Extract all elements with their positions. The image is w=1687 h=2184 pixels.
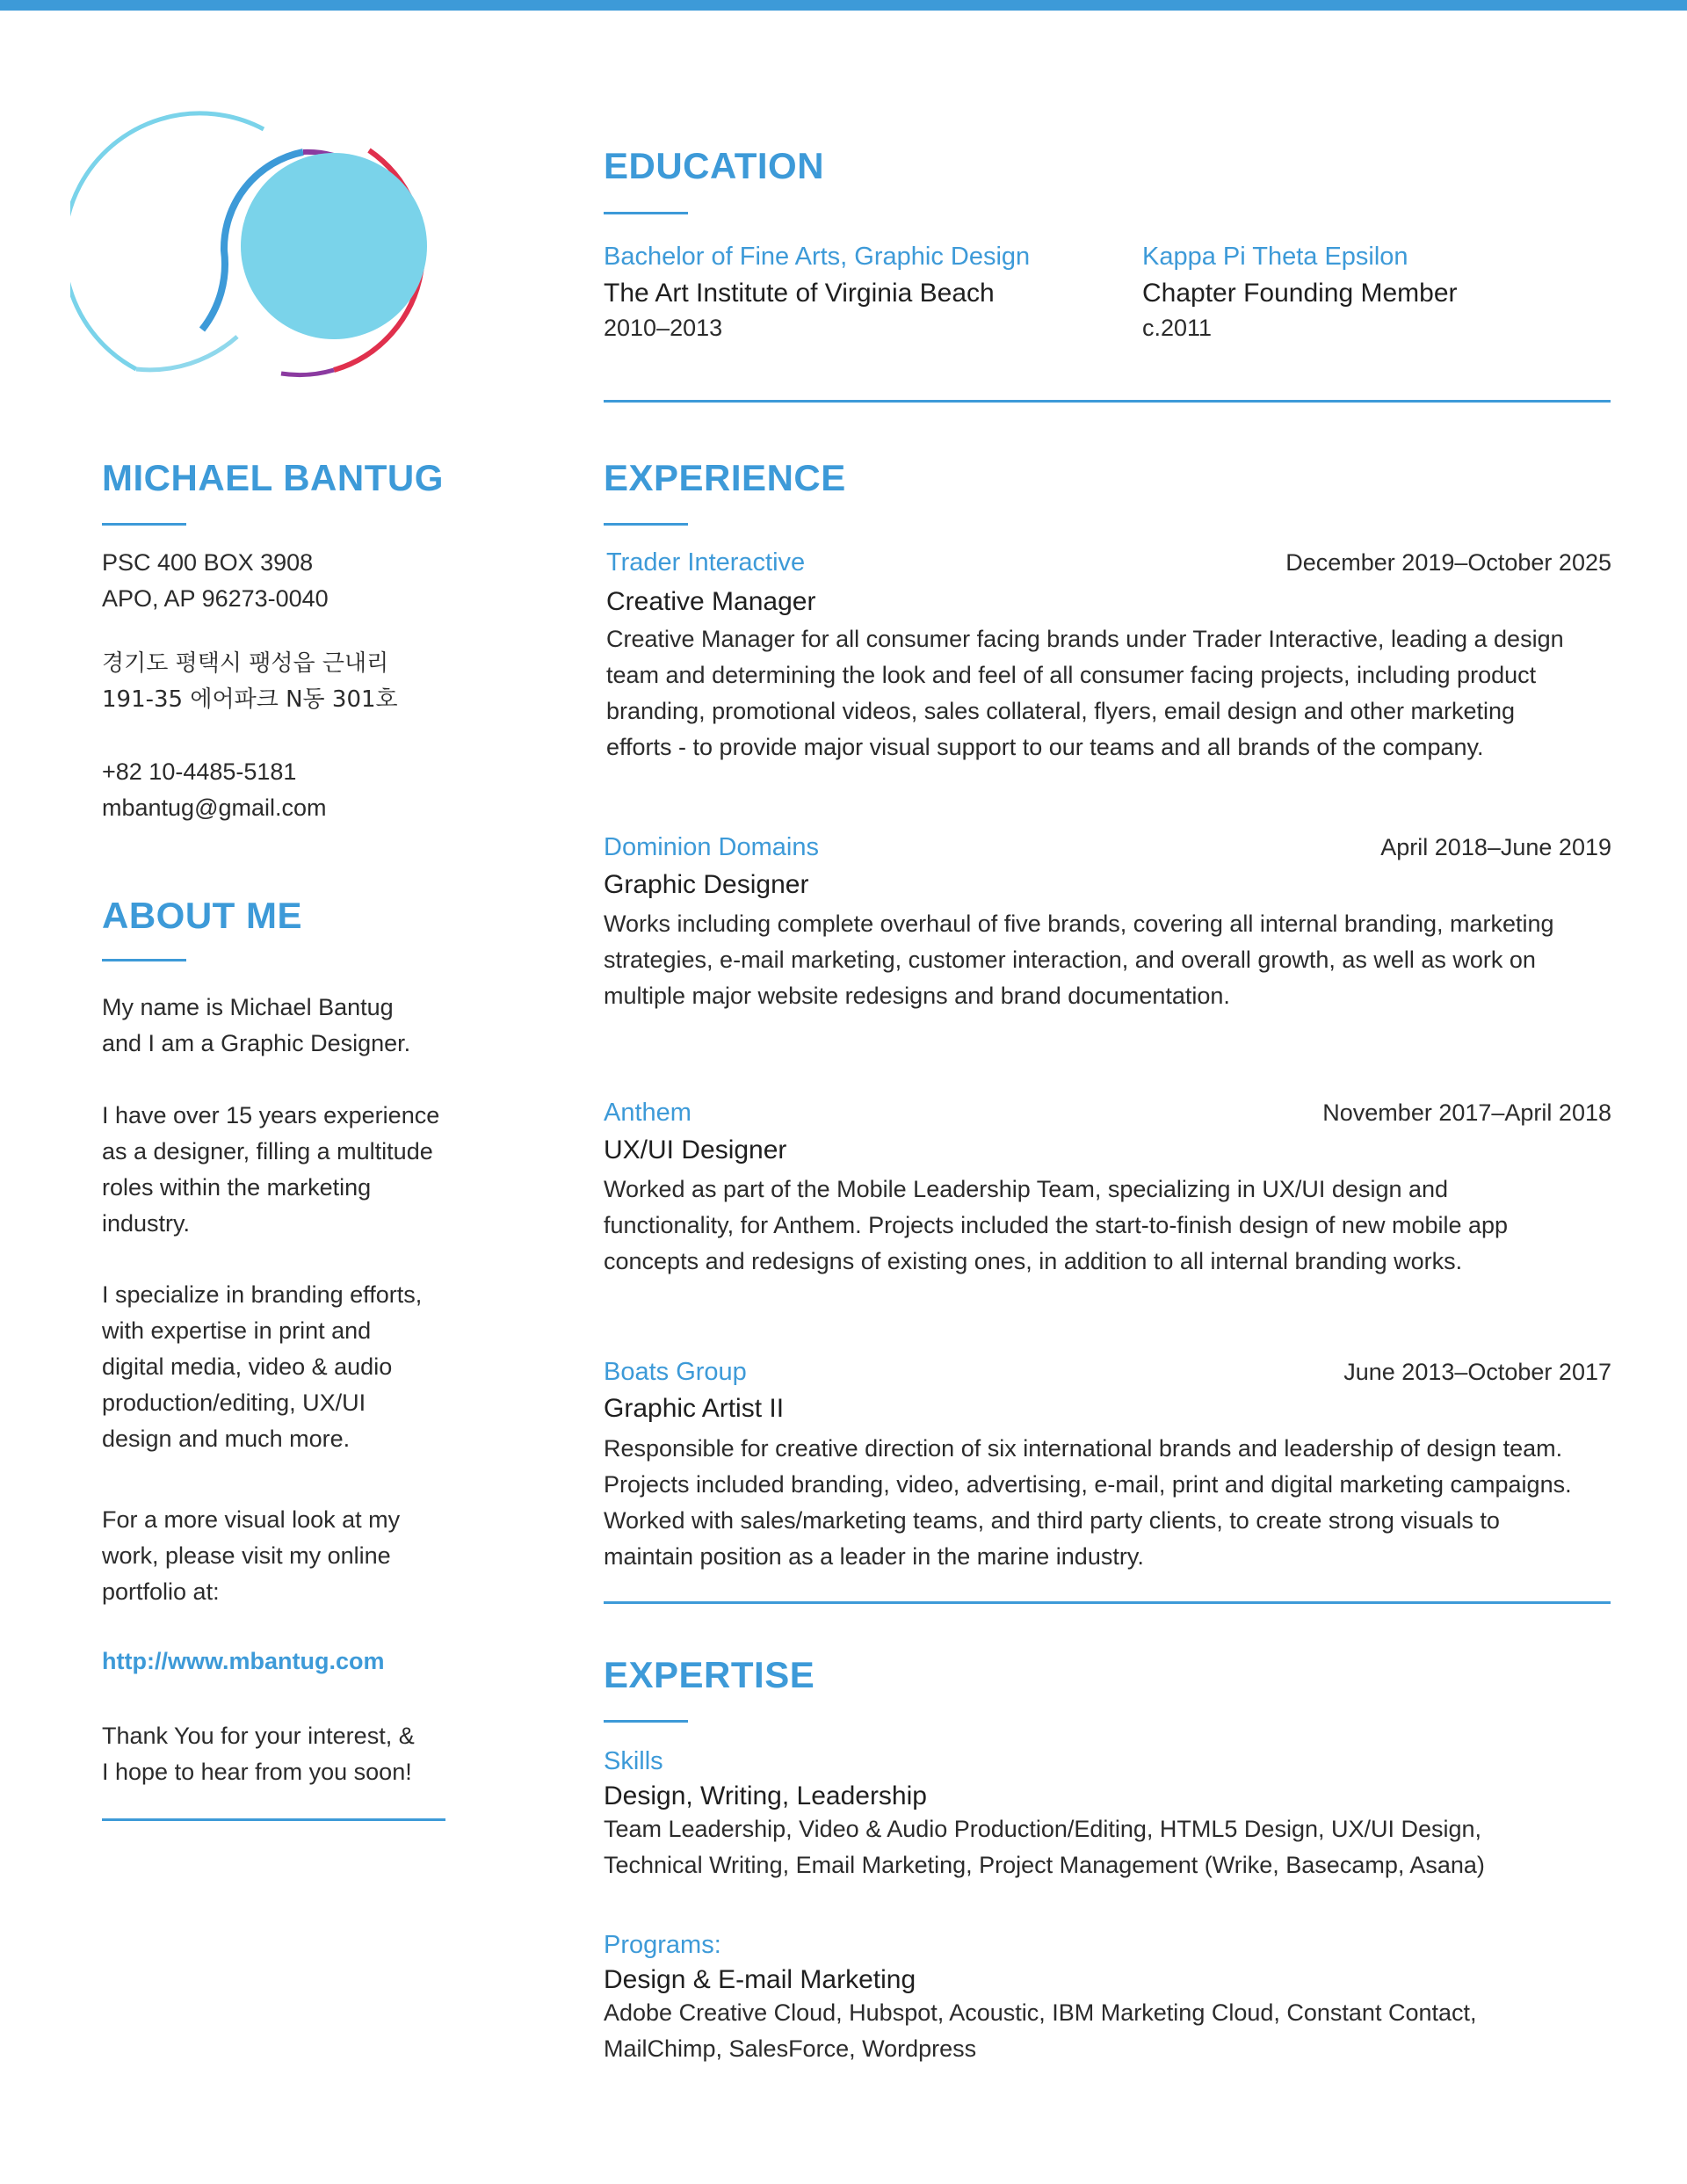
about-portfolio-line: portfolio at: <box>102 1578 220 1605</box>
job-description-line: strategies, e-mail marketing, customer interaction, and overall growth, as well as work on <box>604 947 1536 973</box>
about-portfolio <box>102 1502 400 1610</box>
about-heading: ABOUT ME <box>102 895 302 936</box>
logo-left-ring-tail <box>136 337 237 370</box>
job-description <box>604 1431 1572 1575</box>
job-dates: November 2017–April 2018 <box>1322 1099 1611 1126</box>
overlapping-circles-logo <box>70 110 474 382</box>
job-dates: December 2019–October 2025 <box>1285 549 1611 576</box>
about-specialize <box>102 1277 422 1457</box>
about-experience-line: industry. <box>102 1210 191 1237</box>
programs-line: MailChimp, SalesForce, Wordpress <box>604 2035 977 2062</box>
about-thanks-line: Thank You for your interest, & <box>102 1723 415 1749</box>
job-description-line: maintain position as a leader in the marine industry. <box>604 1543 1144 1570</box>
job-description-line: Responsible for creative direction of six international brands and leadership of design team. <box>604 1435 1563 1462</box>
education-dates: 2010–2013 <box>604 315 723 341</box>
skills-line: Team Leadership, Video & Audio Production/Editing, HTML5 Design, UX/UI Design, <box>604 1816 1482 1842</box>
about-specialize-line: with expertise in print and <box>102 1317 372 1344</box>
education-divider <box>604 400 1611 403</box>
job-company: Trader Interactive <box>606 548 806 577</box>
about-portfolio-line: work, please visit my online <box>102 1542 391 1569</box>
job-description-line: branding, promotional videos, sales collateral, flyers, email design and other marketing <box>606 698 1516 724</box>
job-dates: June 2013–October 2017 <box>1343 1359 1611 1385</box>
logo-filled-circle <box>241 153 427 339</box>
education-heading: EDUCATION <box>604 145 825 186</box>
job-description-line: team and determining the look and feel of all consumer facing projects, including product <box>606 662 1537 688</box>
job-role: Graphic Designer <box>604 870 809 899</box>
about-specialize-line: I specialize in branding efforts, <box>102 1281 423 1308</box>
skills-block <box>604 1747 1485 1883</box>
job-role: Creative Manager <box>606 587 816 616</box>
about-experience-line: roles within the marketing <box>102 1174 372 1201</box>
skills-line: Technical Writing, Email Marketing, Project Management (Wrike, Basecamp, Asana) <box>604 1852 1485 1878</box>
job-description-line: efforts - to provide major visual support to our teams and all brands of the company. <box>606 734 1484 760</box>
portfolio-link[interactable]: http://www.mbantug.com <box>102 1648 385 1674</box>
job-description-line: Creative Manager for all consumer facing brands under Trader Interactive, leading a design <box>606 626 1564 652</box>
education-honor-date: c.2011 <box>1142 315 1213 341</box>
name-accent-line <box>102 523 186 526</box>
programs-line: Adobe Creative Cloud, Hubspot, Acoustic, IBM Marketing Cloud, Constant Contact, <box>604 1999 1477 2026</box>
about-thanks-line: I hope to hear from you soon! <box>102 1759 412 1785</box>
skills-list <box>604 1811 1485 1883</box>
expertise-accent-line <box>604 1720 688 1723</box>
about-intro-line: and I am a Graphic Designer. <box>102 1030 411 1056</box>
job-description-line: multiple major website redesigns and brand documentation. <box>604 983 1230 1009</box>
programs-title: Design & E-mail Marketing <box>604 1965 916 1994</box>
korean-address <box>102 646 398 718</box>
about-specialize-line: digital media, video & audio <box>102 1353 393 1380</box>
contact-address <box>102 545 329 617</box>
job-description <box>604 1172 1508 1280</box>
logo-right-ring-tail <box>281 370 334 375</box>
korean-address-line-2: 191-35 에어파크 N동 301호 <box>102 686 398 713</box>
about-specialize-line: production/editing, UX/UI <box>102 1389 366 1416</box>
about-accent-line <box>102 959 186 961</box>
education-school: The Art Institute of Virginia Beach <box>604 279 995 308</box>
korean-address-line-1: 경기도 평택시 팽성읍 근내리 <box>102 650 389 677</box>
job-description-line: Projects included branding, video, advertising, e-mail, print and digital marketing campaigns. <box>604 1471 1572 1498</box>
person-name: MICHAEL BANTUG <box>102 457 444 498</box>
job-description <box>604 906 1554 1014</box>
education-item-1 <box>604 243 1030 346</box>
education-accent-line <box>604 212 688 214</box>
about-specialize-line: design and much more. <box>102 1426 351 1452</box>
programs-list <box>604 1995 1477 2067</box>
phone-number: +82 10-4485-5181 <box>102 758 297 785</box>
skills-title: Design, Writing, Leadership <box>604 1781 927 1810</box>
address-line-2: APO, AP 96273-0040 <box>102 585 329 612</box>
experience-heading: EXPERIENCE <box>604 457 846 498</box>
education-honor: Kappa Pi Theta Epsilon <box>1142 243 1408 271</box>
job-role: UX/UI Designer <box>604 1136 787 1165</box>
job-description-line: Worked as part of the Mobile Leadership Team, specializing in UX/UI design and <box>604 1176 1449 1202</box>
logo-left-ring <box>70 113 264 369</box>
about-experience-line: as a designer, filling a multitude <box>102 1138 433 1165</box>
job-description <box>606 621 1564 765</box>
job-company: Anthem <box>604 1099 691 1127</box>
expertise-heading: EXPERTISE <box>604 1654 815 1695</box>
job-company: Boats Group <box>604 1358 747 1386</box>
job-description-line: concepts and redesigns of existing ones, in addition to all internal branding works. <box>604 1248 1463 1274</box>
about-intro <box>102 990 410 1062</box>
experience-accent-line <box>604 523 688 526</box>
skills-label: Skills <box>604 1747 663 1775</box>
address-line-1: PSC 400 BOX 3908 <box>102 549 314 576</box>
contact-details <box>102 754 327 826</box>
job-description-line: Works including complete overhaul of five brands, covering all internal branding, marketing <box>604 911 1554 937</box>
email-address[interactable]: mbantug@gmail.com <box>102 795 327 821</box>
programs-block <box>604 1931 1477 2067</box>
job-role: Graphic Artist II <box>604 1394 785 1423</box>
job-company: Dominion Domains <box>604 833 819 861</box>
about-portfolio-line: For a more visual look at my <box>102 1506 401 1533</box>
job-dates: April 2018–June 2019 <box>1380 834 1611 860</box>
job-description-line: functionality, for Anthem. Projects included the start-to-finish design of new mobile app <box>604 1212 1509 1238</box>
education-honor-role: Chapter Founding Member <box>1142 279 1458 308</box>
top-accent-bar <box>0 0 1687 11</box>
about-intro-line: My name is Michael Bantug <box>102 994 394 1020</box>
education-degree: Bachelor of Fine Arts, Graphic Design <box>604 243 1031 271</box>
about-experience <box>102 1098 439 1242</box>
programs-label: Programs: <box>604 1931 721 1959</box>
education-item-2 <box>1142 243 1458 346</box>
experience-divider <box>604 1601 1611 1604</box>
about-experience-line: I have over 15 years experience <box>102 1102 440 1128</box>
left-column-divider <box>102 1818 445 1821</box>
about-thanks <box>102 1718 415 1790</box>
job-description-line: Worked with sales/marketing teams, and third party clients, to create strong visuals to <box>604 1507 1500 1534</box>
